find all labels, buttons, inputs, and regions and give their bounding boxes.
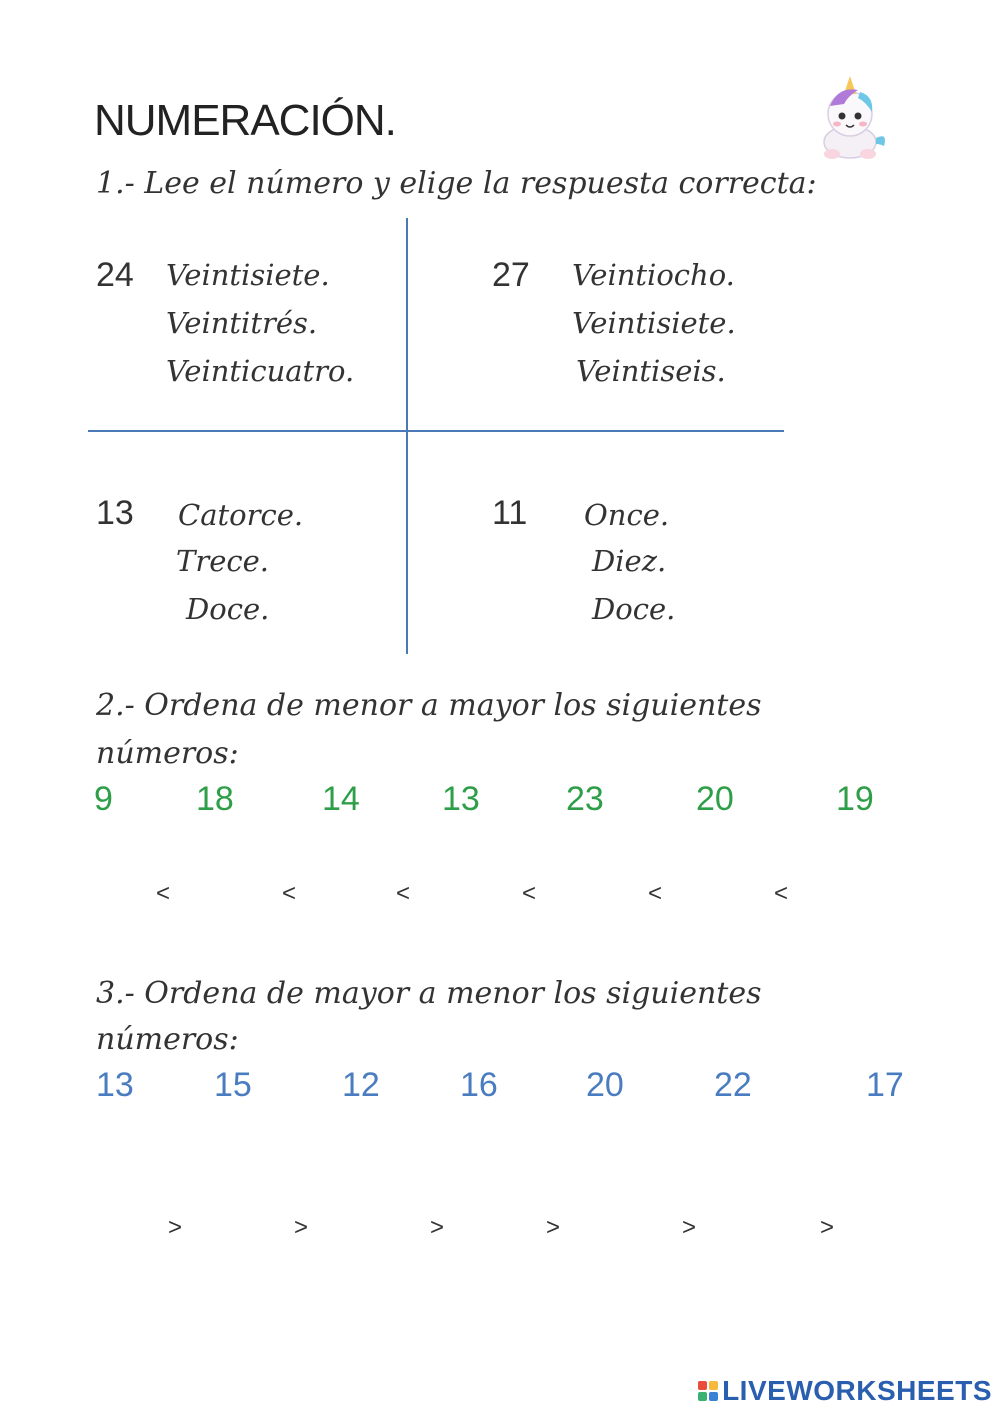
- less-than-symbol: <: [396, 880, 411, 907]
- answer-option[interactable]: Catorce.: [178, 498, 304, 532]
- block-number: 13: [96, 494, 134, 532]
- answer-option[interactable]: Veintitrés.: [166, 306, 318, 340]
- exercise-1-heading: 1.- Lee el número y elige la respuesta correcta:: [96, 166, 817, 201]
- answer-option[interactable]: Veintisiete.: [572, 306, 736, 340]
- greater-than-symbol: >: [168, 1214, 183, 1241]
- exercise-3-heading: 3.- Ordena de mayor a menor los siguientes: [96, 976, 762, 1011]
- less-than-symbol: <: [156, 880, 171, 907]
- exercise-2-heading-cont: números:: [96, 736, 239, 771]
- answer-option[interactable]: Doce.: [592, 592, 676, 626]
- number-to-order: 13: [442, 780, 480, 818]
- exercise-3-heading-cont: números:: [96, 1022, 239, 1057]
- number-to-order: 15: [214, 1066, 252, 1104]
- answer-option[interactable]: Veintiocho.: [572, 258, 735, 292]
- number-to-order: 17: [866, 1066, 904, 1104]
- greater-than-symbol: >: [294, 1214, 309, 1241]
- number-to-order: 14: [322, 780, 360, 818]
- number-to-order: 12: [342, 1066, 380, 1104]
- answer-option[interactable]: Veintisiete.: [166, 258, 330, 292]
- greater-than-symbol: >: [546, 1214, 561, 1241]
- number-to-order: 18: [196, 780, 234, 818]
- answer-option[interactable]: Once.: [584, 498, 670, 532]
- greater-than-symbol: >: [430, 1214, 445, 1241]
- number-to-order: 22: [714, 1066, 752, 1104]
- less-than-symbol: <: [522, 880, 537, 907]
- page-title: NUMERACIÓN.: [94, 96, 396, 145]
- number-to-order: 20: [586, 1066, 624, 1104]
- greater-than-symbol: >: [682, 1214, 697, 1241]
- greater-than-symbol: >: [820, 1214, 835, 1241]
- answer-option[interactable]: Trece.: [176, 544, 269, 578]
- less-than-symbol: <: [282, 880, 297, 907]
- block-number: 11: [492, 494, 528, 532]
- unicorn-mascot-icon: [808, 74, 892, 160]
- number-to-order: 13: [96, 1066, 134, 1104]
- answer-option[interactable]: Veinticuatro.: [166, 354, 355, 388]
- number-to-order: 16: [460, 1066, 498, 1104]
- number-to-order: 20: [696, 780, 734, 818]
- answer-option[interactable]: Doce.: [186, 592, 270, 626]
- block-number: 24: [96, 256, 134, 294]
- number-to-order: 9: [94, 780, 113, 818]
- horizontal-divider: [88, 430, 784, 432]
- less-than-symbol: <: [774, 880, 789, 907]
- answer-option[interactable]: Veintiseis.: [576, 354, 726, 388]
- vertical-divider: [406, 218, 408, 654]
- less-than-symbol: <: [648, 880, 663, 907]
- liveworksheets-logo[interactable]: [698, 1375, 992, 1407]
- block-number: 27: [492, 256, 530, 294]
- answer-option[interactable]: Diez.: [592, 544, 667, 578]
- brand-name: LIVEWORKSHEETS: [722, 1375, 992, 1406]
- exercise-2-heading: 2.- Ordena de menor a mayor los siguientes: [96, 688, 762, 723]
- number-to-order: 19: [836, 780, 874, 818]
- brand-mark-icon: [698, 1381, 718, 1401]
- number-to-order: 23: [566, 780, 604, 818]
